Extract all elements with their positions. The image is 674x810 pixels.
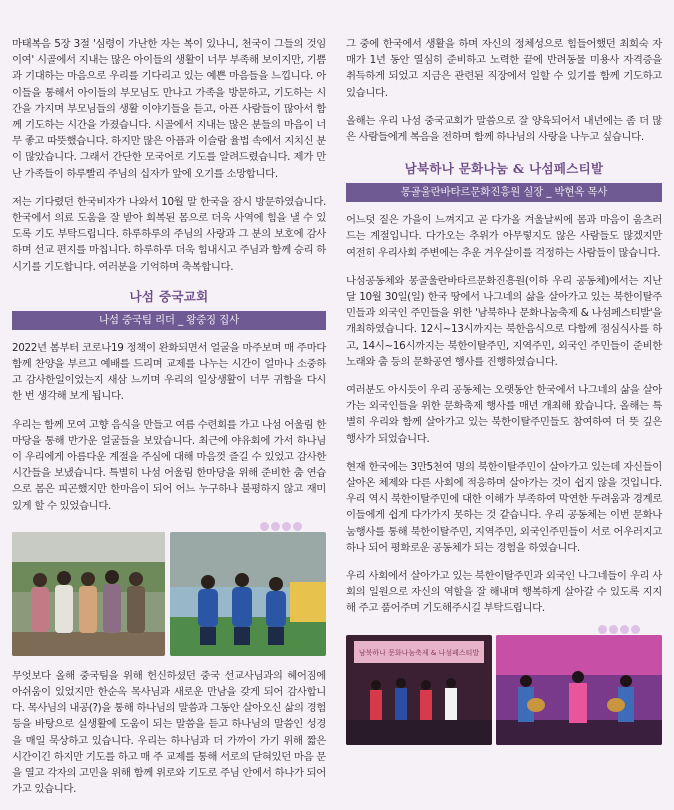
- festival-section-title: 남북하나 문화나눔 & 나섬페스티발: [404, 161, 604, 177]
- festival-byline: 몽골울란바타르문화진흥원 실장 _ 박현옥 목사: [346, 183, 662, 202]
- festival-stage-photo: [346, 635, 492, 745]
- outing-group-photo: [12, 532, 165, 656]
- left-paragraph-2: 저는 기다렸던 한국비자가 나와서 10월 말 한국을 잠시 방문하였습니다. 한국에서 의료 도움을 잘 받아 회복된 몸으로 더욱 사역에 힘을 낼 수 있도록 기도 부탁드립니다. 하루하루의 주님의 사랑과 그 분의 보호에 감사하며 선교 편지를 마칩니다. 하루하루 더욱 힘내시고 주님과 함께 승리 하시기를 기도합니다. 여러분을 기억하며 축복합니다.: [12, 195, 326, 273]
- dance-practice-photo: [170, 532, 326, 656]
- right-paragraph-7: 우리 사회에서 살아가고 있는 북한이탈주민과 외국인 나그네들이 우리 사회의 일원으로 자신의 역할을 잘 해내며 행복하게 살아갈 수 있도록 지지해 주고 품어주며 기도해주시길 부탁드립니다.: [346, 570, 662, 615]
- left-paragraph-3: 2022년 봄부터 코로나19 정책이 완화되면서 얼굴을 마주보며 매 주마다 함께 찬양을 부르고 예배를 드리며 교제를 나누는 시간이 얼마나 소중하고 감사한일이었는지 새삼 느끼며 우리의 일상생활이 너무 귀함을 다시 한 번 생각해 보게 됩니다.: [12, 341, 326, 403]
- right-paragraph-3: 어느덧 짙은 가을이 느껴지고 곧 다가올 겨울날씨에 몸과 마음이 움츠러드는 계절입니다. 다가오는 추위가 아무렇지도 않은 사람들도 많겠지만 여전히 우리사회 주변에는 추운 겨우살이를 걱정하는 사람들이 많습니다.: [346, 214, 662, 259]
- right-paragraph-2: 올해는 우리 나섬 중국교회가 말씀으로 잘 양육되어서 내년에는 좀 더 많은 사람들에게 복음을 전하며 함께 하나님의 사랑을 나누고 싶습니다.: [346, 114, 662, 144]
- right-paragraph-1: 그 중에 한국에서 생활을 하며 자신의 정체성으로 힘들어했던 최희숙 자매가 1년 동안 열심히 준비하고 노력한 끝에 반려동물 미용사 자격증을 취득하게 되었고 지금은 관련된 직장에서 일할 수 있기를 함께 기도하고 있습니다.: [346, 38, 662, 99]
- china-church-photos: [12, 526, 326, 656]
- festival-banner-text: 남북하나 문화나눔축제 & 나섬페스티발: [358, 648, 480, 657]
- china-church-section-title: 나섬 중국교회: [129, 288, 209, 304]
- guitar-performance-photo: [496, 635, 662, 745]
- right-paragraph-5: 여러분도 아시듯이 우리 공동체는 오랫동안 한국에서 나그네의 삶을 살아가는 외국인들을 위한 문화축제 행사를 매년 개최해 왔습니다. 올해는 특별히 우리와 함께 살아가고 있는 북한이탈주민들도 참여하여 더 뜻 깊은 행사가 되었습니다.: [346, 384, 662, 445]
- left-column: [12, 36, 326, 810]
- left-paragraph-1: 마태복음 5장 3절 '심령이 가난한 자는 복이 있나니, 천국이 그들의 것임이여' 시골에서 지내는 많은 아이들의 생활이 너무 부족해 보이지만, 기쁨과 기대하는 마음으로 우리를 기다리고 있는 예쁜 마음들을 느낍니다. 아이들을 통해서 아이들의 부모님도 만나고 가족을 방문하고, 기도하는 시간을 가지며 부모님들의 생활 이야기들을 듣고, 아픈 사람들이 많아서 함께 기도하는 시간을 가졌습니다. 시골에서 지내는 많은 분들의 마음이 너무 좋고 따뜻했습니다. 하지만 많은 아픔과 이슬람 율법 속에서 지치신 분이 많았습니다. 그래서 간단한 모국어로 기도를 알려드렸습니다. 제가 만난 가족들이 하루빨리 주님의 십자가 앞에 오기를 소망합니다.: [12, 38, 326, 180]
- left-paragraph-5: 무엇보다 올해 중국팀을 위해 헌신하셨던 중국 선교사님과의 헤어짐에 아쉬움이 있었지만 한순옥 목사님과 새로운 만남을 갖게 되어 감사합니다. 목사님의 내공(?)을 통해 하나님의 말씀과 그동안 살아오신 삶의 경험 등을 바탕으로 실생활에 도움이 되는 말씀을 듣고 하나님의 말씀인 성경을 매일 묵상하고 있습니다. 우리는 하나님과 더 가까이 가기 위해 짧은 시간이긴 하지만 기도를 하고 매 주 교제를 통해 서로의 닫혀있던 마음 문을 열고 각자의 고민을 위해 함께 위로와 기도로 주님 안에서 하나가 되어 가고 있습니다.: [12, 669, 326, 796]
- right-paragraph-6: 현재 한국에는 3만5천여 명의 북한이탈주민이 살아가고 있는데 자신들이 살아온 체제와 다른 사회에 적응하며 살아가는 것이 쉽지 않을 것입니다. 우리 역시 북한이탈주민에 대한 이해가 부족하여 막연한 두려움과 경계로 이들에게 쉽게 다가가지 못하는 것 같습니다. 우리 공동체는 이번 문화나눔행사를 통해 북한이탈주민, 지역주민, 외국인주민들이 서로 어우러지고 하나 되어 평화로운 공동체가 되는 경험을 하였습니다.: [346, 460, 662, 554]
- festival-photos: [346, 629, 662, 749]
- china-church-byline: 나섬 중국팀 리더 _ 왕중징 집사: [12, 311, 326, 330]
- left-paragraph-4: 우리는 함께 모여 고향 음식을 만들고 여름 수련회를 가고 나섬 어울림 한마당을 통해 반가운 얼굴들을 보았습니다. 최근에 야유회에 가서 하나님이 우리에게 아름다운 계절을 주심에 대해 마음껏 즐길 수 있었고 감사한 시간들을 보냈습니다. 특별히 나섬 어울림 한마당을 위해 준비한 춤 연습으로 몸은 피곤했지만 한마음이 되어 어느 누구하나 불평하지 않고 재미있게 할 수 있었습니다.: [12, 418, 326, 512]
- right-paragraph-4: 나섬공동체와 몽골울란바타르문화진흥원(이하 우리 공동체)에서는 지난달 10월 30일(일) 한국 땅에서 나그네의 삶을 살아가고 있는 북한이탈주민들과 외국인 주민들을 위한 '남북하나 문화나눔축제 & 나섬페스티발'을 개최하였습니다. 12시~13시까지는 북한음식으로 다함께 점심식사를 하고, 14시~16시까지는 북한이탈주민, 지역주민, 외국인 주민들이 준비한 노래와 춤 등의 문화공연 행사를 진행하였습니다.: [346, 274, 662, 368]
- right-column: [346, 36, 662, 761]
